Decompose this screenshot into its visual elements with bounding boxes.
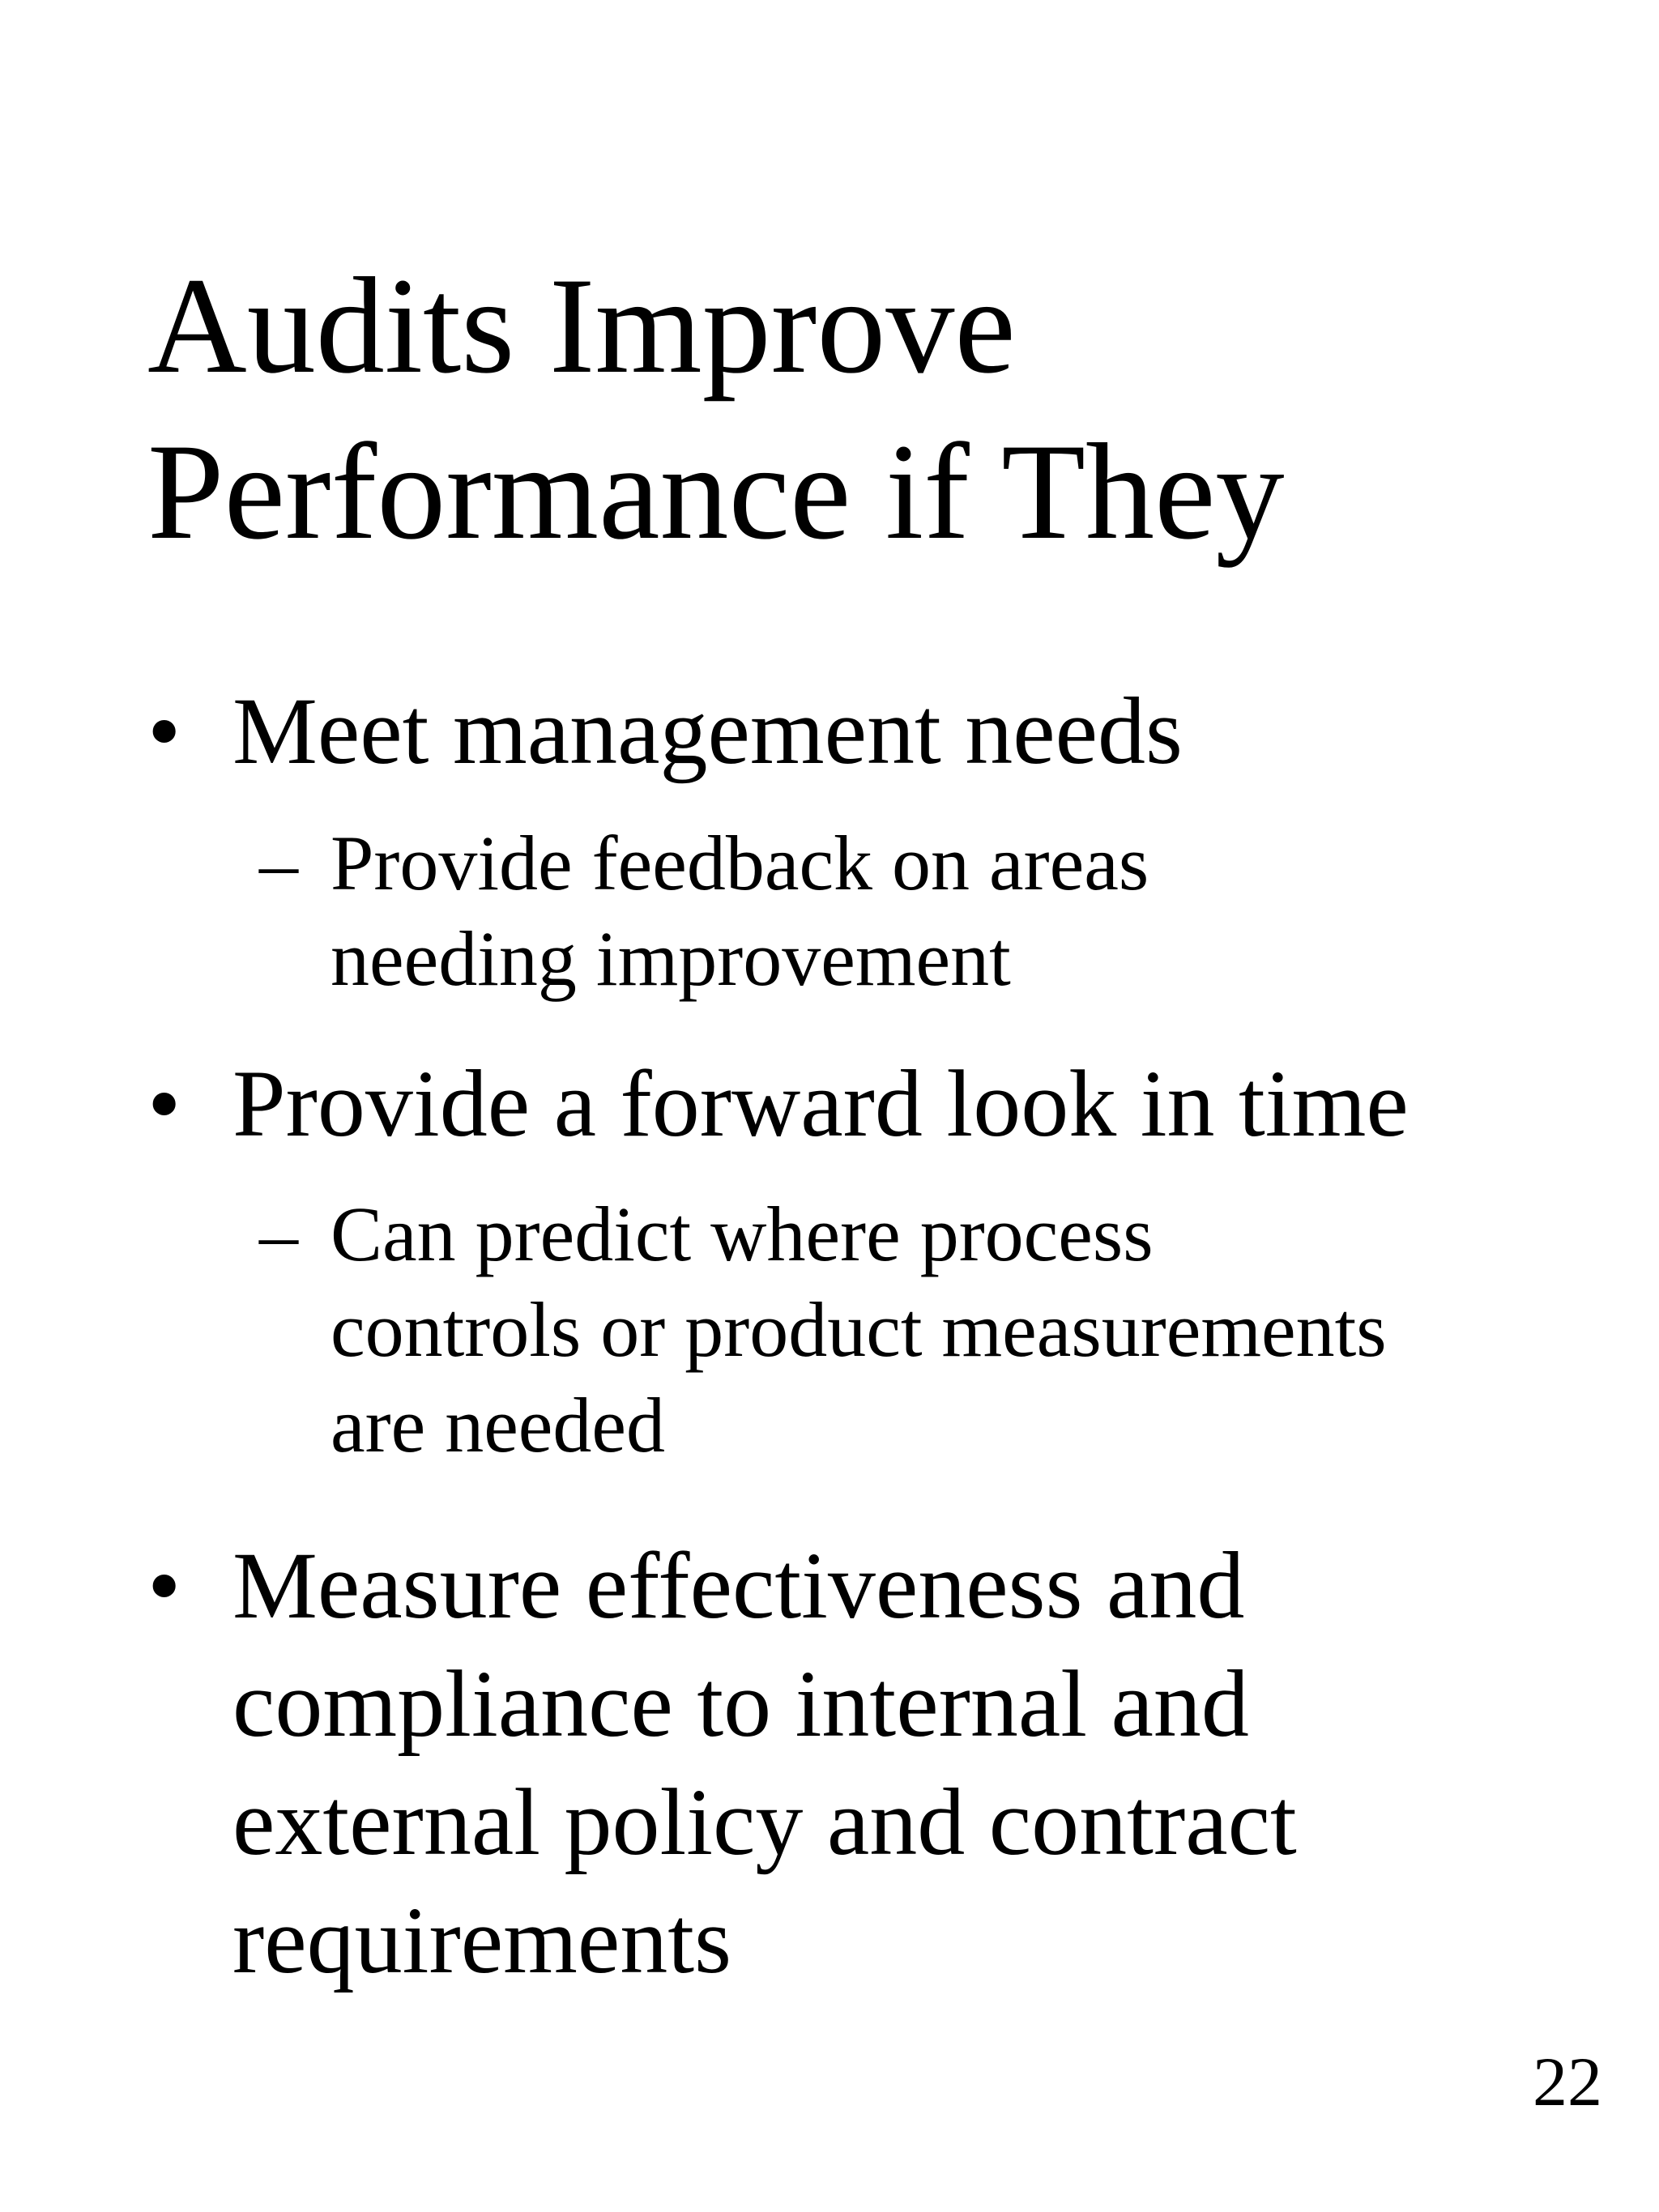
sub-bullet-text-line: are needed	[331, 1382, 666, 1468]
bullet-marker: •	[147, 678, 181, 784]
bullet-text-line: requirements	[232, 1887, 731, 1993]
slide-title-line: Performance if They	[147, 416, 1285, 568]
sub-bullet-marker: –	[259, 820, 298, 906]
bullet-item	[147, 1527, 1589, 2013]
sub-bullet-text-line: needing improvement	[331, 915, 1011, 1002]
slide-title	[147, 243, 1525, 575]
slide-title-line: Audits Improve	[147, 249, 1016, 402]
bullet-text-line: Provide a forward look in time	[232, 1051, 1409, 1157]
sub-bullet-item	[259, 816, 1604, 1010]
sub-bullet-text-line: Provide feedback on areas	[331, 820, 1149, 906]
bullet-text-line: compliance to internal and	[232, 1651, 1249, 1757]
bullet-text	[232, 1527, 1297, 2000]
bullet-marker: •	[147, 1532, 181, 1639]
sub-bullet-text-line: controls or product measurements	[331, 1286, 1387, 1373]
sub-bullet-marker: –	[259, 1191, 298, 1277]
bullet-text	[232, 1045, 1409, 1163]
bullet-text-line: Meet management needs	[232, 678, 1183, 784]
sub-bullet-text	[331, 816, 1149, 1007]
sub-bullet-item	[259, 1187, 1604, 1478]
bullet-item	[147, 1045, 1589, 1166]
bullet-text-line: external policy and contract	[232, 1769, 1297, 1875]
sub-bullet-text	[331, 1187, 1387, 1473]
sub-bullet-text-line: Can predict where process	[331, 1191, 1154, 1277]
bullet-marker: •	[147, 1051, 181, 1157]
bullet-text-line: Measure effectiveness and	[232, 1532, 1245, 1639]
bullet-text	[232, 672, 1183, 791]
bullet-item	[147, 672, 1589, 794]
page-number: 22	[1533, 2043, 1602, 2120]
